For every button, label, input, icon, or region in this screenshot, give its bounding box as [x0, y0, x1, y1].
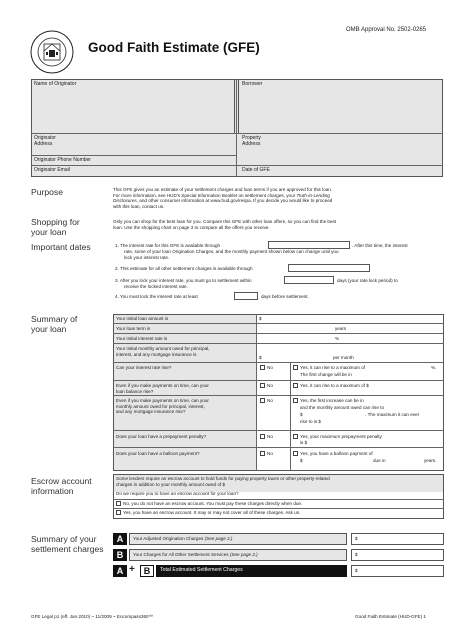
prepayment-amount: is $ [300, 440, 308, 445]
rate-rise-yes-checkbox[interactable] [293, 365, 298, 370]
monthly-rise-yes-checkbox[interactable] [293, 398, 298, 403]
originator-phone-label: Originator Phone Number [34, 157, 91, 163]
escrow-yes-option[interactable] [116, 510, 300, 516]
monthly-rise-question-line1: Even if you make payments on time, can your [116, 398, 209, 403]
loan-term-unit[interactable]: years [335, 326, 347, 331]
settlement-days-field[interactable] [284, 276, 334, 284]
monthly-amount-label [116, 346, 210, 357]
date-item3: 3. After you lock your interest rate, you must go to settlement within [115, 278, 252, 283]
summary-loan-heading-line2: your loan [31, 324, 67, 334]
balloon-yes-checkbox[interactable] [293, 451, 298, 456]
escrow-question: Do we require you to have an escrow account for your loan? [116, 491, 239, 496]
purpose-line3b: , and other consumer information at www.hud.gov/respa. If you decide you would like to proceed [136, 198, 333, 204]
purpose-line1: This GFE gives you an estimate of your settlement charges and loan terms if you are approved for this loan. [113, 187, 333, 192]
rate-rise-yes-label: Yes, it can rise to a maximum of [300, 365, 365, 370]
omb-approval: OMB Approval No. 2502-0265 [346, 27, 427, 33]
balloon-due-in: due in [373, 458, 386, 463]
loan-term-label: Your loan term is [116, 326, 151, 331]
balance-rise-no[interactable] [260, 383, 273, 389]
balance-rise-no-label: No [267, 383, 273, 388]
adjusted-origination-ref: (See page 2.) [204, 536, 233, 541]
purpose-heading: Purpose [31, 187, 64, 197]
other-services-label [133, 552, 258, 558]
shopping-line1: Only you can shop for the best loan for you. Compare this GFE with other loan offers, so you can find the best [113, 219, 337, 224]
letter-b-badge: B [113, 549, 127, 561]
summary-loan-heading-line1: Summary of [31, 314, 78, 324]
date-item1-line3: lock your interest rate. [124, 255, 170, 260]
monthly-amount-label-line1: Your initial monthly amount owed for principal, [116, 346, 210, 351]
date-item1 [115, 243, 220, 249]
total-estimated-dollar: $ [355, 568, 358, 573]
settlement-summary-heading-line2: settlement charges [31, 544, 104, 554]
monthly-rise-line3 [300, 412, 419, 418]
originator-address-label [34, 135, 56, 147]
monthly-rise-question-line2: monthly amount owed for principal, interest, [116, 403, 205, 409]
interest-rate-label: Your initial interest rate is [116, 336, 168, 341]
balance-rise-no-checkbox[interactable] [260, 383, 265, 388]
prepayment-no-checkbox[interactable] [260, 434, 265, 439]
balloon-question: Does your loan have a balloon payment? [116, 451, 200, 456]
date-item4: 4. You must lock the interest rate at least [115, 294, 198, 299]
shopping-heading [31, 217, 80, 237]
rate-rise-no-checkbox[interactable] [260, 365, 265, 370]
truth-in-lending-ref: Truth-in-Lending [296, 192, 330, 198]
originator-address-line2: Address [34, 141, 53, 147]
prepayment-question: Does your loan have a prepayment penalty? [116, 434, 207, 439]
escrow-no-label: No, you do not have an escrow account. You must pay these charges directly when due. [123, 501, 303, 506]
monthly-rise-question-line3: and any mortgage insurance rise? [116, 409, 186, 415]
adjusted-origination-dollar: $ [355, 536, 358, 541]
letter-a-total-badge: A [113, 565, 127, 577]
prepayment-no[interactable] [260, 434, 273, 440]
footer-right: Good Faith Estimate (HUD-GFE) 1 [355, 614, 426, 619]
prepayment-yes[interactable] [293, 434, 382, 440]
monthly-rise-max-text: . The maximum it can ever [365, 412, 420, 417]
name-of-originator-label: Name of Originator [34, 81, 77, 87]
rate-rise-yes[interactable] [293, 365, 365, 371]
page-title: Good Faith Estimate (GFE) [88, 40, 260, 55]
property-address-label [242, 135, 261, 147]
originator-email-label: Originator Email [34, 167, 70, 173]
borrower-field[interactable] [238, 79, 443, 134]
balloon-amount: $ [300, 458, 303, 463]
monthly-rise-no[interactable] [260, 398, 273, 404]
total-estimated-amount[interactable] [351, 565, 444, 577]
date-item3-after: days (your rate lock period) to [337, 278, 398, 283]
balloon-no-checkbox[interactable] [260, 451, 265, 456]
prepayment-yes-label: Yes, your maximum prepayment penalty [300, 434, 382, 439]
date-item2: 2. This estimate for all other settlement charges is available through [115, 266, 253, 271]
balance-rise-question-line2: loan balance rise? [116, 388, 154, 394]
monthly-rise-line4: rise to is $ [300, 419, 321, 424]
prepayment-yes-checkbox[interactable] [293, 434, 298, 439]
disclosures-ref: Disclosures [113, 198, 137, 204]
loan-amount-label: Your initial loan amount is [116, 316, 169, 321]
shopping-text [113, 219, 336, 230]
plus-sign: + [129, 564, 135, 575]
balloon-no-label: No [267, 451, 273, 456]
monthly-rise-dollar: $ [300, 412, 303, 417]
balance-rise-yes[interactable] [293, 383, 369, 389]
balloon-yes[interactable] [293, 451, 373, 457]
balloon-years: years. [424, 458, 437, 463]
shopping-line2: loan. Use the shopping chart on page 3 to compare all the offers you receive. [113, 224, 270, 230]
adjusted-origination-label [133, 536, 232, 542]
monthly-amount-dollar[interactable]: $ [259, 355, 262, 360]
other-services-text: Your Charges for All Other Settlement Services [133, 552, 230, 557]
footer-left: GFE Legal p1 (eff. Jan 2010) ~ 11/2009 ~ Encompass360™ [31, 614, 154, 619]
date-item1-line2: rate, some of your loan Origination Charges, and the monthly payment shown below can change until you [124, 249, 339, 254]
escrow-heading-line1: Escrow account [31, 476, 92, 486]
adjusted-origination-amount[interactable] [351, 533, 444, 545]
property-address-line1: Property [242, 135, 261, 141]
balance-rise-question [116, 383, 209, 394]
monthly-rise-yes-label: Yes, the first increase can be in [300, 398, 364, 403]
rate-rise-no-label: No [267, 365, 273, 370]
monthly-rise-yes[interactable] [293, 398, 364, 404]
escrow-heading-line2: information [31, 486, 74, 496]
monthly-rise-question [116, 398, 209, 415]
originator-address-line1: Originator [34, 135, 56, 141]
monthly-amount-label-line2: interest, and any mortgage insurance is [116, 351, 197, 357]
purpose-line4: with this loan, contact us. [113, 203, 165, 209]
escrow-line1: Some lenders require an escrow account to hold funds for paying property taxes or other property-related [116, 476, 330, 481]
date-item1-after: . After this time, the interest [352, 243, 408, 248]
escrow-heading [31, 476, 92, 496]
settlement-summary-heading [31, 534, 104, 554]
purpose-text [113, 187, 448, 209]
date-item4-after: days before settlement. [261, 294, 309, 299]
escrow-no-checkbox[interactable] [116, 501, 121, 506]
rate-rise-question: Can your interest rate rise? [116, 365, 172, 370]
rate-available-through-field[interactable] [268, 241, 350, 249]
balance-rise-yes-label: Yes, it can rise to a maximum of $ [300, 383, 369, 388]
other-services-dollar: $ [355, 552, 358, 557]
monthly-amount-unit: per month [333, 355, 354, 360]
date-item3-line2: receive the locked interest rate. [124, 284, 188, 289]
total-estimated-label: Total Estimated Settlement Charges [160, 567, 243, 573]
lock-days-field[interactable] [234, 292, 258, 300]
rate-rise-no[interactable] [260, 365, 273, 371]
monthly-rise-line2: and the monthly amount owed can rise to [300, 405, 385, 410]
shopping-heading-line2: your loan [31, 227, 67, 237]
purpose-line2a: For more information, see HUD's Special Information Booklet on settlement charges, your [113, 192, 297, 198]
loan-amount-value[interactable]: $ [259, 316, 262, 321]
balance-rise-yes-checkbox[interactable] [293, 383, 298, 388]
balloon-yes-label: Yes, you have a balloon payment of [300, 451, 373, 456]
estimate-available-through-field[interactable] [288, 264, 370, 272]
monthly-rise-no-label: No [267, 398, 273, 403]
date-of-gfe-label: Date of GFE [242, 167, 270, 173]
name-of-originator-field[interactable] [31, 79, 235, 134]
rate-rise-pct: %. [431, 365, 437, 370]
property-address-line2: Address [242, 141, 261, 147]
date-item1-text: 1. The interest rate for this GFE is available through [115, 243, 221, 248]
escrow-yes-label: Yes, you have an escrow account. It may or may not cover all of these charges. Ask us. [123, 510, 301, 515]
escrow-line2: charges in addition to your monthly amount owed of $ [116, 482, 226, 487]
interest-rate-unit[interactable]: % [335, 336, 340, 341]
adjusted-origination-text: Your Adjusted Origination Charges [133, 536, 205, 541]
escrow-no-option[interactable] [116, 501, 302, 507]
summary-loan-heading [31, 314, 77, 334]
escrow-yes-checkbox[interactable] [116, 510, 121, 515]
letter-b-total-badge: B [140, 565, 154, 577]
prepayment-no-label: No [267, 434, 273, 439]
settlement-summary-heading-line1: Summary of your [31, 534, 97, 544]
important-dates-heading: Important dates [31, 242, 91, 252]
balloon-no[interactable] [260, 451, 273, 457]
other-services-ref: (See page 2.) [229, 552, 258, 557]
rate-first-change: The first change will be in [300, 372, 352, 377]
balance-rise-question-line1: Even if you make payments on time, can your [116, 383, 209, 388]
other-services-amount[interactable] [351, 549, 444, 561]
shopping-heading-line1: Shopping for [31, 217, 80, 227]
hud-seal [30, 30, 74, 74]
monthly-rise-no-checkbox[interactable] [260, 398, 265, 403]
letter-a-badge: A [113, 533, 127, 545]
borrower-label: Borrower [242, 81, 263, 87]
